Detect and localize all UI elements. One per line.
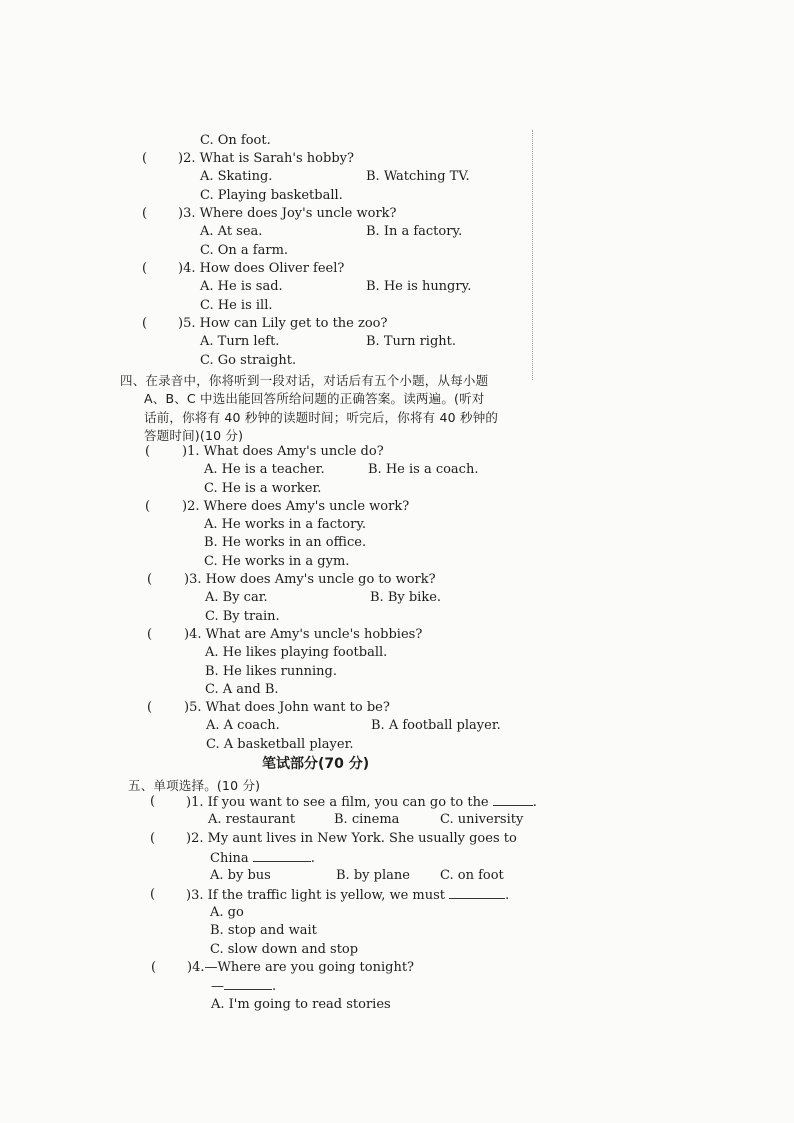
p4-instructions-line-4: 答题时间)(10 分)	[144, 428, 244, 443]
p3-q5-option-c: C. Go straight.	[200, 353, 297, 368]
p4-q2-option-a: A. He works in a factory.	[204, 517, 367, 532]
p4-q2-option-b: B. He works in an office.	[204, 535, 367, 550]
p5-q1-question: )1. If you want to see a film, you can go to the .	[186, 795, 537, 810]
column-divider	[532, 130, 533, 380]
p5-q4-question: )4.—Where are you going tonight?	[187, 960, 415, 975]
p3-q3-option-a: A. At sea.	[200, 224, 263, 239]
p3-q5-question: )5. How can Lily get to the zoo?	[178, 316, 388, 331]
p5-q4-blank[interactable]	[224, 977, 272, 990]
p3-q3-answer-paren[interactable]: (	[142, 206, 148, 221]
p4-q1-answer-paren[interactable]: (	[145, 444, 151, 459]
p4-q2-option-c: C. He works in a gym.	[204, 554, 350, 569]
p5-q2-answer-paren[interactable]: (	[150, 831, 156, 846]
p4-q4-option-a: A. He likes playing football.	[205, 645, 388, 660]
p5-q4-response: — .	[211, 979, 277, 994]
p4-q4-question: )4. What are Amy's uncle's hobbies?	[184, 627, 423, 642]
p5-q3-option-b: B. stop and wait	[210, 923, 317, 938]
p3-q4-option-c: C. He is ill.	[200, 298, 273, 313]
p3-q3-option-b: B. In a factory.	[366, 224, 463, 239]
p5-q3-question: )3. If the traffic light is yellow, we must .	[186, 888, 510, 903]
p5-heading: 五、单项选择。(10 分)	[128, 778, 261, 793]
p4-q4-option-b: B. He likes running.	[205, 664, 337, 679]
p4-q2-answer-paren[interactable]: (	[145, 499, 151, 514]
p5-q2-option-b: B. by plane	[336, 868, 410, 883]
p3-q5-option-b: B. Turn right.	[366, 334, 457, 349]
p3-q4-option-b: B. He is hungry.	[366, 279, 472, 294]
p4-q3-question: )3. How does Amy's uncle go to work?	[184, 572, 436, 587]
p5-q2-option-c: C. on foot	[440, 868, 504, 883]
p4-q3-option-c: C. By train.	[205, 609, 280, 624]
p4-q2-question: )2. Where does Amy's uncle work?	[182, 499, 410, 514]
p5-q2-option-a: A. by bus	[210, 868, 271, 883]
p4-q3-option-a: A. By car.	[205, 590, 268, 605]
p4-q5-question: )5. What does John want to be?	[184, 700, 390, 715]
p4-q4-answer-paren[interactable]: (	[147, 627, 153, 642]
p5-q3-answer-paren[interactable]: (	[150, 887, 156, 902]
p4-q1-option-a: A. He is a teacher.	[204, 462, 325, 477]
p3-q2-answer-paren[interactable]: (	[142, 151, 148, 166]
p5-q1-blank[interactable]	[493, 793, 533, 806]
p3-q5-answer-paren[interactable]: (	[142, 316, 148, 331]
p4-instructions-line-1: 四、在录音中，你将听到一段对话，对话后有五个小题，从每小题	[120, 373, 489, 388]
p4-q5-option-c: C. A basketball player.	[206, 737, 354, 752]
p5-q3-option-c: C. slow down and stop	[210, 942, 359, 957]
p4-q1-option-c: C. He is a worker.	[204, 481, 322, 496]
p4-instructions-line-3: 话前，你将有 40 秒钟的读题时间；听完后，你将有 40 秒钟的	[144, 410, 499, 425]
p5-q3-option-a: A. go	[210, 905, 244, 920]
p3-q2-option-a: A. Skating.	[200, 169, 273, 184]
p4-q5-option-a: A. A coach.	[206, 718, 280, 733]
p4-q5-answer-paren[interactable]: (	[147, 700, 153, 715]
p3-q2-question: )2. What is Sarah's hobby?	[178, 151, 354, 166]
p3-q5-option-a: A. Turn left.	[200, 334, 280, 349]
p4-q4-option-c: C. A and B.	[205, 682, 279, 697]
p4-q5-option-b: B. A football player.	[371, 718, 501, 733]
p5-q2-blank[interactable]	[253, 849, 311, 862]
p3-q3-option-c: C. On a farm.	[200, 243, 289, 258]
written-section-title: 笔试部分(70 分)	[262, 756, 370, 772]
p4-instructions-line-2: A、B、C 中选出能回答所给问题的正确答案。读两遍。(听对	[144, 391, 485, 406]
p4-q1-question: )1. What does Amy's uncle do?	[182, 444, 384, 459]
p5-q2-continuation: China .	[210, 851, 315, 866]
p3-q4-option-a: A. He is sad.	[200, 279, 283, 294]
p3-q4-question: )4. How does Oliver feel?	[178, 261, 345, 276]
p4-q3-option-b: B. By bike.	[370, 590, 442, 605]
p3-q3-question: )3. Where does Joy's uncle work?	[178, 206, 397, 221]
p5-q1-option-a: A. restaurant	[208, 812, 296, 827]
p3-q2-option-c: C. Playing basketball.	[200, 188, 343, 203]
p5-q2-question: )2. My aunt lives in New York. She usually goes to	[186, 831, 517, 846]
p5-q4-option-a: A. I'm going to read stories	[211, 997, 391, 1012]
p5-q4-answer-paren[interactable]: (	[151, 960, 157, 975]
p4-q3-answer-paren[interactable]: (	[147, 572, 153, 587]
p3-q1-option-c: C. On foot.	[200, 133, 271, 148]
p5-q1-option-b: B. cinema	[334, 812, 400, 827]
p3-q4-answer-paren[interactable]: (	[142, 261, 148, 276]
p5-q1-answer-paren[interactable]: (	[150, 794, 156, 809]
p4-q1-option-b: B. He is a coach.	[368, 462, 479, 477]
p3-q2-option-b: B. Watching TV.	[366, 169, 470, 184]
p5-q1-option-c: C. university	[440, 812, 524, 827]
p5-q3-blank[interactable]	[449, 886, 505, 899]
